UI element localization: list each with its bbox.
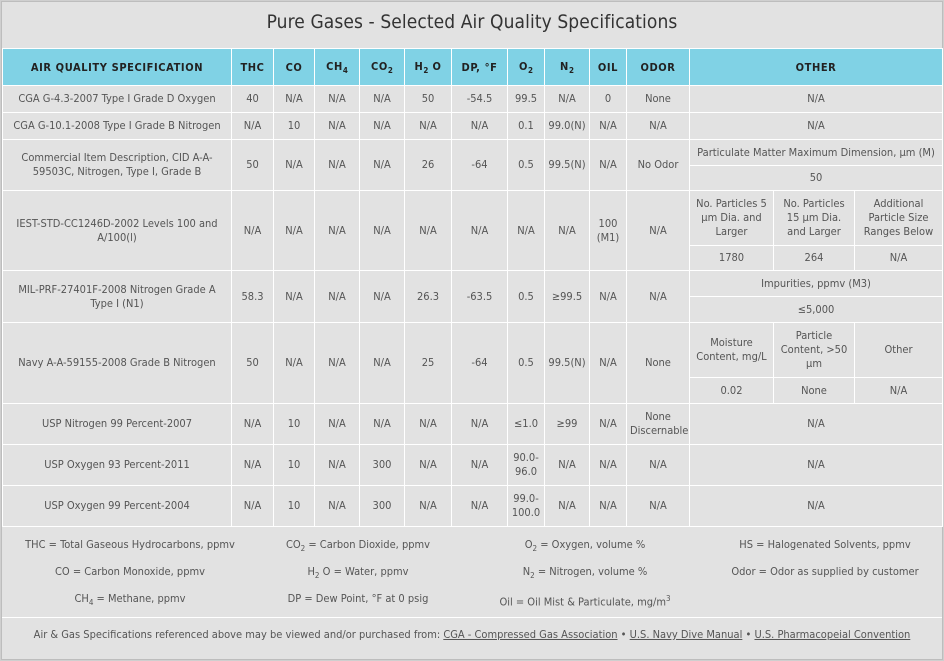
cell-thc: N/A [232,191,274,271]
references-intro: Air & Gas Specifications referenced above may be viewed and/or purchased from: [33,628,444,641]
cell-oil: N/A [590,140,627,191]
col-header-o2: $O_2$ [508,49,545,86]
cell-co: N/A [274,271,315,323]
col-header-other: OTHER [690,49,943,86]
cell-co: N/A [274,86,315,113]
cell-o2: ≤1.0 [508,404,545,445]
cell-thc: N/A [232,486,274,527]
legend-o2: $O_2$ = Oxygen, volume % [524,538,646,554]
legend-thc: THC = Total Gaseous Hydrocarbons, ppmv [25,538,235,551]
cell-odor: None Discernable [627,404,690,445]
cell-h2o: N/A [405,404,452,445]
cell-dp: -64 [452,140,508,191]
table-row [3,404,943,445]
cell-ch4: N/A [315,140,360,191]
cell-other: N/A [690,86,943,113]
cell-o2: 0.5 [508,323,545,404]
cell-other-value: 264 [774,246,855,271]
cell-dp: -64 [452,323,508,404]
page-title: Pure Gases - Selected Air Quality Specifications [266,11,678,33]
legend-dp: DP = Dew Point, °F at 0 psig [287,592,429,605]
cell-other: N/A [690,486,943,527]
cell-co: N/A [274,140,315,191]
cell-h2o: 25 [405,323,452,404]
cell-other-value: None [774,378,855,404]
cell-oil: N/A [590,486,627,527]
cell-other-value: 1780 [690,246,774,271]
cell-h2o: 26 [405,140,452,191]
cell-other-label: Impurities, ppmv (M3) [690,271,943,297]
cell-other-value: N/A [855,246,943,271]
table-row [3,486,943,527]
cell-h2o: 26.3 [405,271,452,323]
cell-odor: None [627,323,690,404]
table-row [3,445,943,486]
legend-h2o: $H_2$ O = Water, ppmv [307,565,409,581]
cell-n2: 99.5(N) [545,323,590,404]
cell-odor: N/A [627,271,690,323]
cell-thc: N/A [232,404,274,445]
cell-other-label: Particulate Matter Maximum Dimension, µm (M) [690,140,943,166]
cell-dp: -63.5 [452,271,508,323]
col-header-odor: ODOR [627,49,690,86]
cell-odor: N/A [627,191,690,271]
cell-other-label: Other [855,323,943,378]
legend-co: CO = Carbon Monoxide, ppmv [55,565,205,578]
legend [2,527,942,617]
link-usp[interactable]: U.S. Pharmacopeial Convention [754,628,911,641]
col-header-h2o: $H_2$ O [405,49,452,86]
cell-n2: N/A [545,486,590,527]
cell-o2: 99.5 [508,86,545,113]
cell-dp: N/A [452,191,508,271]
cell-other: N/A [690,445,943,486]
table-row [3,323,943,378]
cell-other-value: N/A [855,378,943,404]
cell-oil: 100 (M1) [590,191,627,271]
cell-other-label: No. Particles 5 µm Dia. and Larger [690,191,774,246]
spec-name: Navy A-A-59155-2008 Grade B Nitrogen [3,323,232,404]
spec-panel [1,1,943,660]
cell-n2: N/A [545,445,590,486]
cell-co2: N/A [360,86,405,113]
cell-oil: N/A [590,404,627,445]
cell-other: N/A [690,113,943,140]
cell-co2: N/A [360,323,405,404]
col-header-spec: AIR QUALITY SPECIFICATION [3,49,232,86]
spec-name: CGA G-4.3-2007 Type I Grade D Oxygen [3,86,232,113]
cell-odor: No Odor [627,140,690,191]
legend-empty [712,590,938,617]
cell-co2: N/A [360,404,405,445]
cell-dp: -54.5 [452,86,508,113]
cell-thc: 50 [232,140,274,191]
col-header-thc: THC [232,49,274,86]
cell-o2: 0.5 [508,271,545,323]
cell-n2: ≥99 [545,404,590,445]
table-row [3,140,943,166]
cell-o2: 0.5 [508,140,545,191]
cell-ch4: N/A [315,445,360,486]
col-header-n2: $N_2$ [545,49,590,86]
cell-oil: 0 [590,86,627,113]
references: Air & Gas Specifications referenced above may be viewed and/or purchased from: CGA - Compressed Gas Association • U.S. Navy Dive Manual • U.S. Pharmacopeial Convention [2,617,942,654]
table-row [3,191,943,246]
spec-name: USP Oxygen 93 Percent-2011 [3,445,232,486]
cell-co: 10 [274,113,315,140]
spec-name: USP Nitrogen 99 Percent-2007 [3,404,232,445]
cell-co: 10 [274,486,315,527]
cell-thc: N/A [232,445,274,486]
cell-other-label: Additional Particle Size Ranges Below [855,191,943,246]
cell-o2: 99.0-100.0 [508,486,545,527]
table-row [3,271,943,297]
cell-other-label: Moisture Content, mg/L [690,323,774,378]
cell-thc: 50 [232,323,274,404]
table-row [3,113,943,140]
cell-o2: 90.0-96.0 [508,445,545,486]
spec-name: USP Oxygen 99 Percent-2004 [3,486,232,527]
col-header-dp: DP, °F [452,49,508,86]
header-row [3,49,943,86]
spec-name: Commercial Item Description, CID A-A-59503C, Nitrogen, Type I, Grade B [3,140,232,191]
cell-ch4: N/A [315,323,360,404]
cell-thc: 58.3 [232,271,274,323]
link-navy-dive-manual[interactable]: U.S. Navy Dive Manual [629,628,743,641]
legend-ch4: $CH_4$ = Methane, ppmv [74,592,186,608]
cell-other-value: 0.02 [690,378,774,404]
cell-dp: N/A [452,404,508,445]
cell-thc: 40 [232,86,274,113]
cell-odor: N/A [627,113,690,140]
legend-odor: Odor = Odor as supplied by customer [731,565,919,578]
cell-other: N/A [690,404,943,445]
cell-n2: N/A [545,191,590,271]
cell-co: 10 [274,445,315,486]
cell-odor: N/A [627,486,690,527]
table-row [3,86,943,113]
cell-ch4: N/A [315,113,360,140]
cell-h2o: 50 [405,86,452,113]
cell-oil: N/A [590,445,627,486]
cell-oil: N/A [590,113,627,140]
cell-ch4: N/A [315,191,360,271]
cell-dp: N/A [452,486,508,527]
cell-n2: 99.0(N) [545,113,590,140]
cell-thc: N/A [232,113,274,140]
cell-co: N/A [274,191,315,271]
cell-h2o: N/A [405,113,452,140]
legend-oil: Oil = Oil Mist & Particulate, $mg/m^3$ [499,594,671,609]
cell-odor: None [627,86,690,113]
link-cga[interactable]: CGA - Compressed Gas Association [443,628,618,641]
cell-n2: 99.5(N) [545,140,590,191]
cell-dp: N/A [452,445,508,486]
cell-n2: ≥99.5 [545,271,590,323]
cell-co2: 300 [360,445,405,486]
cell-ch4: N/A [315,86,360,113]
cell-co: N/A [274,323,315,404]
spec-table [2,48,943,527]
cell-other-value: 50 [690,166,943,191]
cell-o2: 0.1 [508,113,545,140]
cell-ch4: N/A [315,404,360,445]
col-header-oil: OIL [590,49,627,86]
col-header-co: CO [274,49,315,86]
col-header-co2: $CO_2$ [360,49,405,86]
spec-name: IEST-STD-CC1246D-2002 Levels 100 and A/100(l) [3,191,232,271]
cell-co2: 300 [360,486,405,527]
spec-name: CGA G-10.1-2008 Type I Grade B Nitrogen [3,113,232,140]
cell-co2: N/A [360,271,405,323]
cell-odor: N/A [627,445,690,486]
legend-co2: $CO_2$ = Carbon Dioxide, ppmv [285,538,431,554]
cell-other-label: No. Particles 15 µm Dia. and Larger [774,191,855,246]
cell-co: 10 [274,404,315,445]
cell-co2: N/A [360,191,405,271]
cell-dp: N/A [452,113,508,140]
cell-n2: N/A [545,86,590,113]
cell-h2o: N/A [405,486,452,527]
cell-oil: N/A [590,271,627,323]
cell-co2: N/A [360,140,405,191]
legend-n2: $N_2$ = Nitrogen, volume % [522,565,648,581]
cell-ch4: N/A [315,271,360,323]
legend-hs: HS = Halogenated Solvents, ppmv [739,538,911,551]
cell-ch4: N/A [315,486,360,527]
cell-h2o: N/A [405,191,452,271]
cell-other-label: Particle Content, >50 µm [774,323,855,378]
col-header-ch4: $CH_4$ [315,49,360,86]
cell-h2o: N/A [405,445,452,486]
spec-name: MIL-PRF-27401F-2008 Nitrogen Grade A Type I (N1) [3,271,232,323]
cell-co2: N/A [360,113,405,140]
cell-o2: N/A [508,191,545,271]
cell-oil: N/A [590,323,627,404]
cell-other-value: ≤5,000 [690,297,943,323]
